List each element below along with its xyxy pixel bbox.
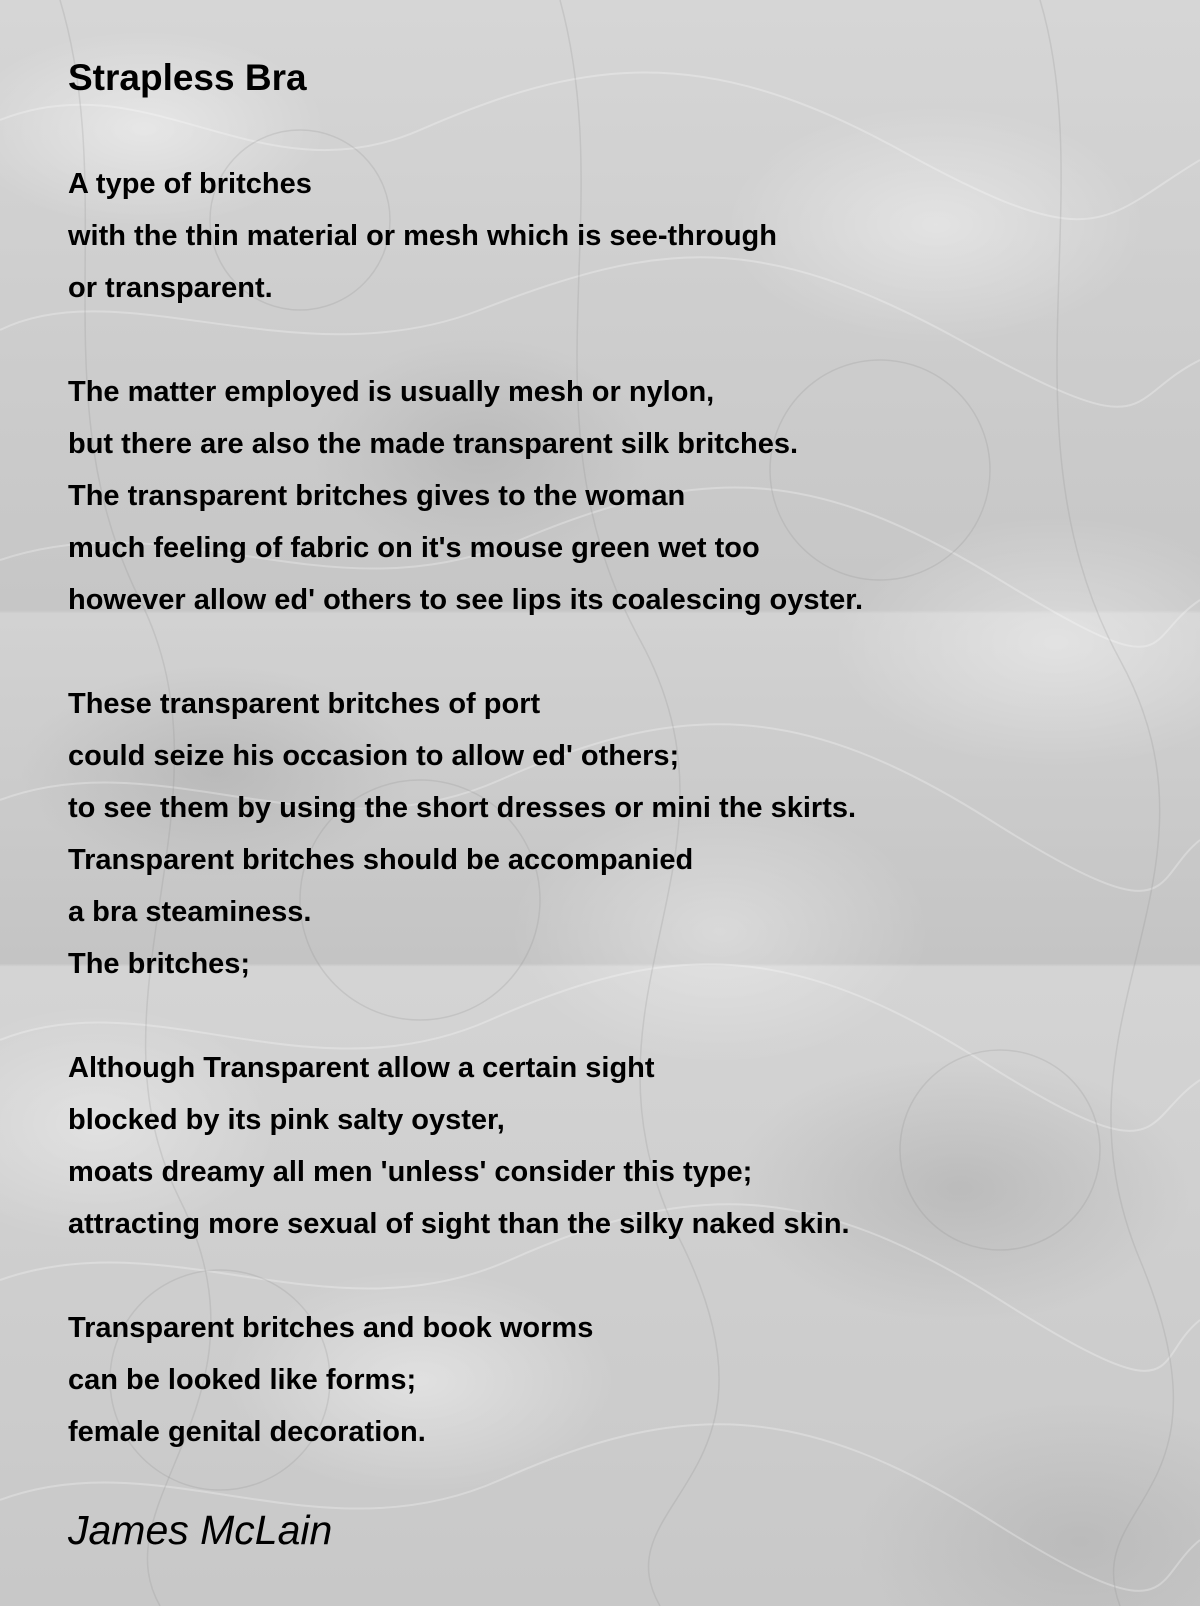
poem-line: to see them by using the short dresses or mini the skirts. bbox=[68, 792, 857, 824]
poem-line: much feeling of fabric on it's mouse green wet too bbox=[68, 532, 760, 564]
poem-container bbox=[68, 48, 1148, 1510]
poem-line: Transparent britches should be accompanied bbox=[68, 844, 694, 876]
stanza bbox=[68, 678, 1148, 990]
poem-line: or transparent. bbox=[68, 272, 273, 304]
poem-line: can be looked like forms; bbox=[68, 1364, 417, 1396]
poem-line: but there are also the made transparent silk britches. bbox=[68, 428, 799, 460]
poem-title: Strapless Bra bbox=[68, 57, 307, 98]
poem-line: Transparent britches and book worms bbox=[68, 1312, 594, 1344]
poem-line: The transparent britches gives to the woman bbox=[68, 480, 686, 512]
poem-body bbox=[68, 158, 1148, 1458]
poem-line: a bra steaminess. bbox=[68, 896, 312, 928]
poem-line: A type of britches bbox=[68, 168, 312, 200]
poem-line: attracting more sexual of sight than the silky naked skin. bbox=[68, 1208, 850, 1240]
poem-line: however allow ed' others to see lips its coalescing oyster. bbox=[68, 584, 864, 616]
poem-line: with the thin material or mesh which is see-through bbox=[68, 220, 777, 252]
poem-author: James McLain bbox=[68, 1507, 333, 1553]
poem-line: moats dreamy all men 'unless' consider this type; bbox=[68, 1156, 753, 1188]
poem-line: blocked by its pink salty oyster, bbox=[68, 1104, 505, 1136]
poem-line: could seize his occasion to allow ed' others; bbox=[68, 740, 680, 772]
poem-line: These transparent britches of port bbox=[68, 688, 541, 720]
stanza bbox=[68, 158, 1148, 314]
poem-line: The matter employed is usually mesh or nylon, bbox=[68, 376, 715, 408]
poem-line: The britches; bbox=[68, 948, 251, 980]
stanza bbox=[68, 1302, 1148, 1458]
stanza bbox=[68, 1042, 1148, 1250]
stanza bbox=[68, 366, 1148, 626]
poem-line: female genital decoration. bbox=[68, 1416, 426, 1448]
poem-line: Although Transparent allow a certain sight bbox=[68, 1052, 655, 1084]
